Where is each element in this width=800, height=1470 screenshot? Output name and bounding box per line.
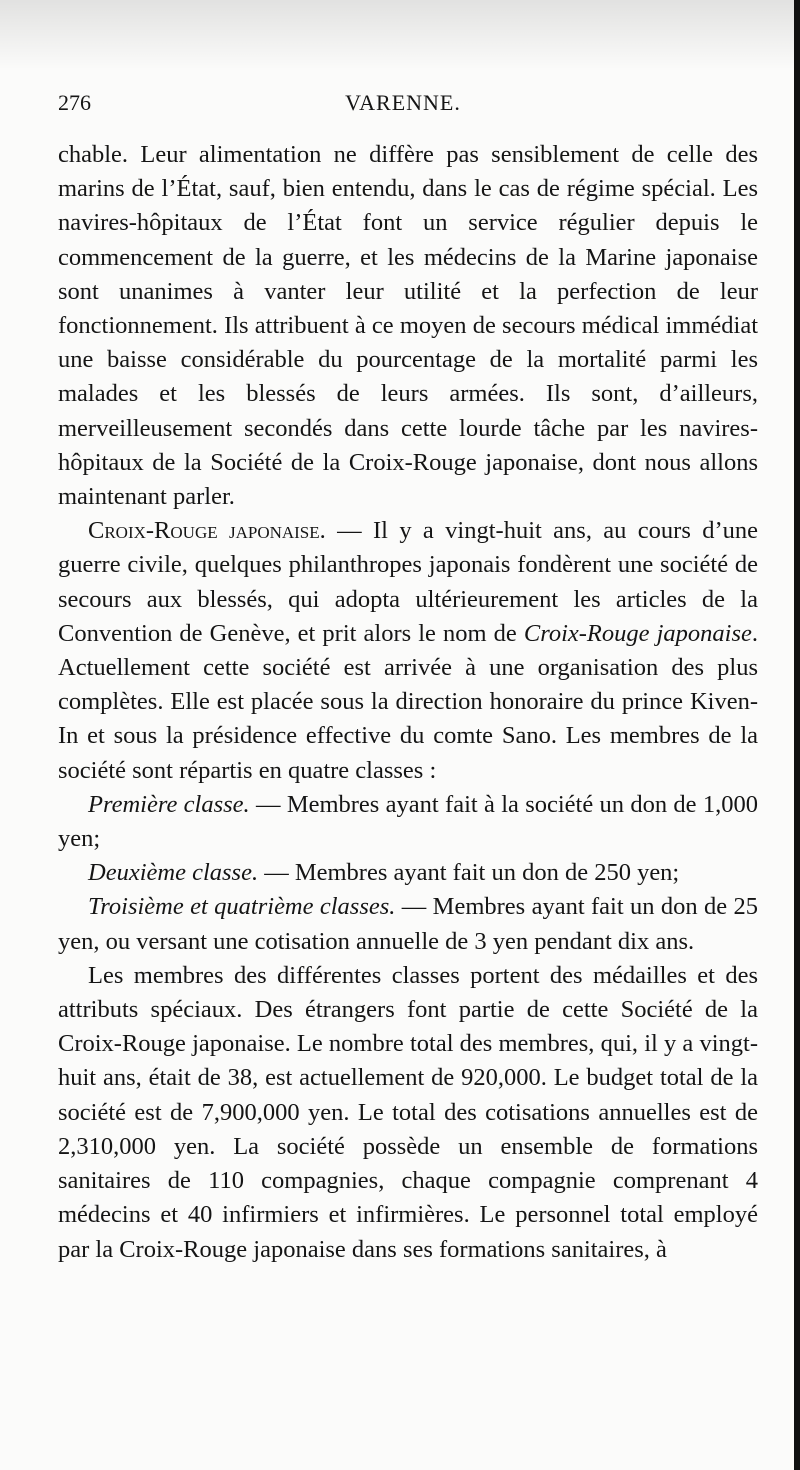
page-header — [58, 90, 748, 120]
paragraph-text-b: . Actuellement cette société est arrivée à une organisation des plus complètes. Elle est placée sous la direction honoraire du prince Kiven-In et sous la présidence effective du comte Sano. Les membres de la société sont répartis en quatre classes : — [58, 619, 758, 784]
section-heading: Croix-Rouge japonaise. — [88, 517, 326, 545]
paragraph-croix-rouge — [58, 514, 758, 788]
paragraph-last: Les membres des différentes classes portent des médailles et des attributs spéciaux. Des étrangers font partie de cette Société de la Croix-Rouge japonaise. Le nombre total des membres, qui, il y a vingt-huit ans, était de 38, est actuellement de 920,000. Le budget total de la société est de 7,900,000 yen. Le total des cotisations annuelles est de 2,310,000 yen. La société possède un ensemble de formations sanitaires de 110 compagnies, chaque compagnie comprenant 4 médecins et 40 infirmiers et infirmières. Le personnel total employé par la Croix-Rouge japonaise dans ses formations sanitaires, à — [58, 961, 758, 1263]
paragraph-1: chable. Leur alimentation ne diffère pas sensiblement de celle des marins de l’État, sauf, bien entendu, dans le cas de régime spécial. Les navires-hôpitaux de l’État font un service régulier depuis le commencement de la guerre, et les médecins de la Marine japonaise sont unanimes à vanter leur utilité et la perfection de leur fonctionnement. Ils attribuent à ce moyen de secours médical immédiat une baisse considérable du pourcentage de la mortalité parmi les malades et les blessés de leurs armées. Ils sont, d’ailleurs, merveilleusement secondés dans cette lourde tâche par les navires-hôpitaux de la Société de la Croix-Rouge japonaise, dont nous allons maintenant parler. — [58, 141, 758, 511]
paragraph-text-a: Il y a vingt-huit ans, au cours d’une guerre civile, quelques philanthropes japonais fondèrent une société de secours aux blessés, qui adopta ultérieurement les articles de la Convention de Genève, et prit alors le nom de — [58, 517, 758, 647]
class-label: Deuxième classe. — [88, 859, 259, 887]
class-item-2 — [58, 856, 758, 890]
page-number: 276 — [58, 90, 91, 115]
class-text: — Membres ayant fait un don de 25 yen, ou versant une cotisation annuelle de 3 yen pendant dix ans. — [58, 893, 759, 955]
page-edge — [794, 0, 800, 1470]
italic-society-name: Croix-Rouge japonaise — [523, 619, 752, 647]
body-text — [58, 138, 758, 1267]
class-item-3 — [58, 890, 758, 958]
scan-shadow — [0, 0, 800, 70]
class-label: Première classe. — [88, 790, 250, 818]
class-text: — Membres ayant fait à la société un don de 1,000 yen; — [58, 790, 759, 853]
running-title: VARENNE. — [345, 90, 461, 115]
dash: — — [325, 517, 373, 545]
class-text: — Membres ayant fait un don de 250 yen; — [258, 859, 680, 887]
class-label: Troisième et quatrième classes. — [88, 893, 396, 921]
class-item-1 — [58, 788, 758, 856]
